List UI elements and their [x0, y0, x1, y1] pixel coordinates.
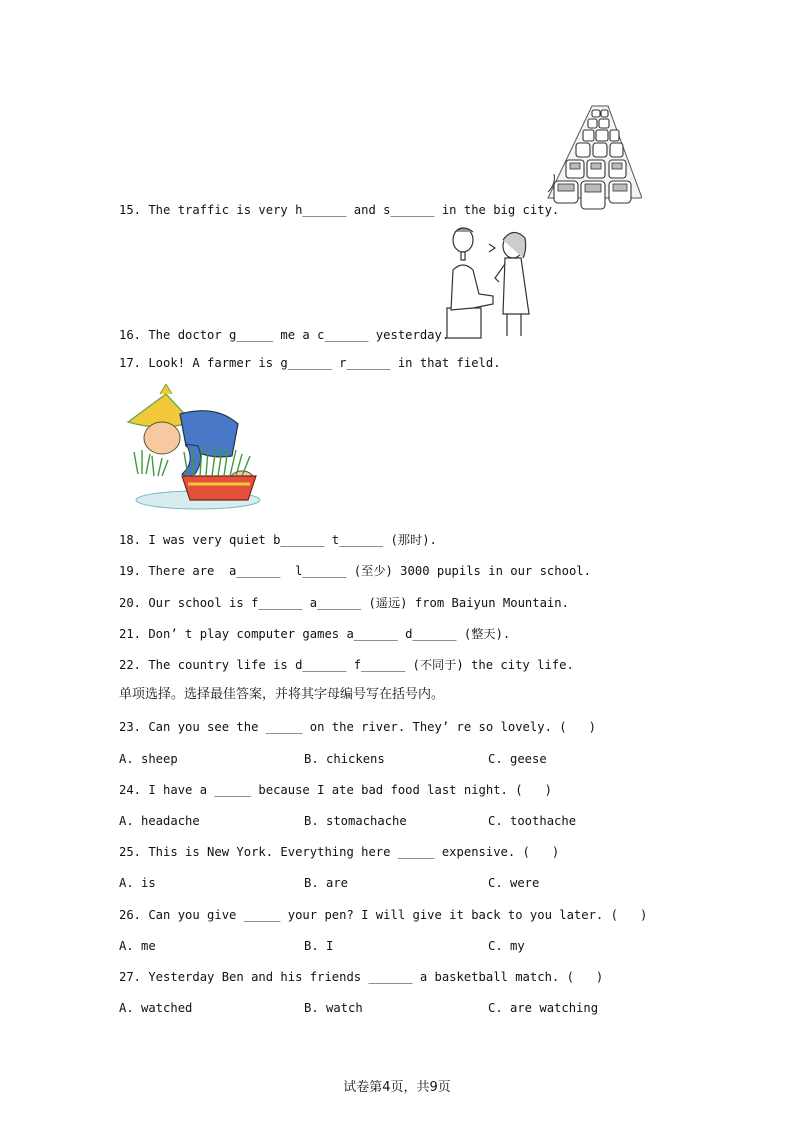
- question-25: 25. This is New York. Everything here _____ expensive. ( ): [119, 845, 560, 859]
- question-22: 22. The country life is d______ f______ (不同于) the city life.: [119, 658, 574, 672]
- option-24-b: B. stomachache: [304, 814, 407, 828]
- option-27-a: A. watched: [119, 1001, 193, 1015]
- option-26-c: C. my: [488, 939, 525, 953]
- option-24-c: C. toothache: [488, 814, 577, 828]
- question-20: 20. Our school is f______ a______ (遥远) from Baiyun Mountain.: [119, 596, 569, 610]
- option-26-b: B. I: [304, 939, 334, 953]
- option-27-b: B. watch: [304, 1001, 363, 1015]
- doctor-patient-illustration: [443, 224, 537, 340]
- option-23-a: A. sheep: [119, 752, 178, 766]
- question-19: 19. There are a______ l______ (至少) 3000 pupils in our school.: [119, 564, 591, 578]
- section-heading: 单项选择。选择最佳答案，并将其字母编号写在括号内。: [119, 687, 445, 702]
- question-18: 18. I was very quiet b______ t______ (那时).: [119, 533, 437, 547]
- question-26: 26. Can you give _____ your pen? I will give it back to you later. ( ): [119, 908, 648, 922]
- option-24-a: A. headache: [119, 814, 200, 828]
- question-27: 27. Yesterday Ben and his friends ______ a basketball match. ( ): [119, 970, 604, 984]
- question-21: 21. Don’ t play computer games a______ d______ (整天).: [119, 627, 511, 641]
- farmer-planting-rice-illustration: [126, 384, 264, 512]
- option-26-a: A. me: [119, 939, 156, 953]
- option-23-b: B. chickens: [304, 752, 385, 766]
- option-25-a: A. is: [119, 876, 156, 890]
- option-23-c: C. geese: [488, 752, 547, 766]
- question-24: 24. I have a _____ because I ate bad food last night. ( ): [119, 783, 552, 797]
- question-15: 15. The traffic is very h______ and s______ in the big city.: [119, 203, 560, 217]
- page-footer: 试卷第4页，共9页: [343, 1080, 451, 1095]
- question-16: 16. The doctor g_____ me a c______ yesterday.: [119, 328, 450, 342]
- question-23: 23. Can you see the _____ on the river. They’ re so lovely. ( ): [119, 720, 596, 734]
- option-27-c: C. are watching: [488, 1001, 599, 1015]
- option-25-c: C. were: [488, 876, 540, 890]
- option-25-b: B. are: [304, 876, 349, 890]
- traffic-jam-illustration: [546, 104, 642, 212]
- question-17: 17. Look! A farmer is g______ r______ in that field.: [119, 356, 501, 370]
